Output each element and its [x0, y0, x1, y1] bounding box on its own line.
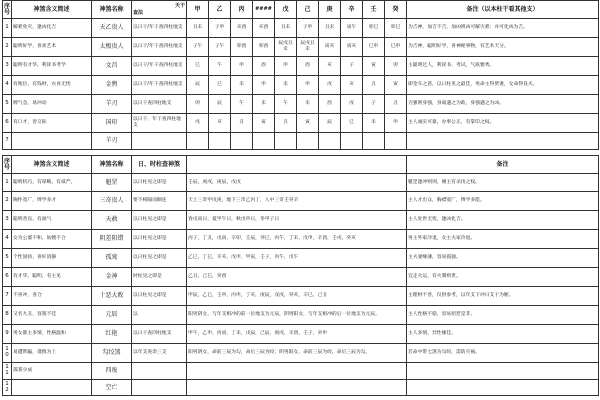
- row-seq: 2: [3, 38, 12, 57]
- row-condition: 丙子，丁丑，戊寅，辛卯，壬辰，癸巳，丙午，丁未，戊申，辛酉，壬戌，癸亥: [187, 230, 407, 249]
- row-seq: 7: [3, 287, 12, 306]
- row-rule: 以日柱见之即是: [132, 174, 187, 192]
- stem-cell: 未: [275, 76, 297, 95]
- stem-cell: 戌: [187, 114, 209, 133]
- stem-cell: 丑: [385, 95, 407, 114]
- stem-cell: 寅: [253, 114, 275, 133]
- row-name: 魁罡: [92, 174, 132, 192]
- row-name: 红艳: [92, 325, 132, 344]
- row-rule: 以年支查余三支: [132, 344, 187, 363]
- row-condition: 乙丑，己巳，癸酉: [187, 268, 407, 287]
- row-rule: 以日干/年干查四柱地支: [132, 38, 187, 57]
- row-name: 空亡: [92, 380, 132, 396]
- stem-cell: 巳申: [363, 38, 385, 57]
- stem-cell: 亥酉: [231, 19, 253, 38]
- stem-cell: 丑未: [319, 19, 341, 38]
- table-row: [3, 95, 599, 114]
- row-name: 四废: [92, 363, 132, 380]
- stem-cell: 寅亥: [341, 38, 363, 57]
- table-row: [3, 363, 599, 380]
- stem-cell: 未: [231, 76, 253, 95]
- stem-cell: 酉: [253, 57, 275, 76]
- row-rule: 以日干/年干查四柱地支: [132, 57, 187, 76]
- row-name: 元辰: [92, 306, 132, 325]
- stem-cell: 卯巳: [385, 19, 407, 38]
- table-row: [3, 306, 599, 325]
- stem-cell: 丑未: [275, 19, 297, 38]
- stem-cell: [187, 133, 209, 150]
- stem-shensha-table: [2, 0, 599, 150]
- header-remark: 备注: [407, 156, 599, 174]
- stem-cell: 巳: [187, 57, 209, 76]
- stem-cell: 申: [275, 57, 297, 76]
- stem-cell: 子: [341, 57, 363, 76]
- table-row: [3, 114, 599, 133]
- row-remark: 主人才出众，胸襟宽广，博学多能。: [407, 192, 599, 211]
- stem-cell: 寅: [363, 57, 385, 76]
- row-rule: 以日干/年干查四柱地支: [132, 19, 187, 38]
- row-remark: 主理财不善，仅供参考，以年支下冲日支干为断。: [407, 287, 599, 306]
- row-seq: 12: [3, 380, 12, 396]
- row-name: 羊刃: [92, 95, 132, 114]
- stem-cell: 寅午: [341, 19, 363, 38]
- row-condition: 阳男阴女，与年支相冲的前一位地支为元辰，阴男阳女，与年支相冲的后一位地支为元辰。: [187, 306, 407, 325]
- stem-cell: 申: [253, 76, 275, 95]
- row-desc: 聪明好学，喜欢艺术: [12, 38, 92, 57]
- row-name: 文昌: [92, 57, 132, 76]
- stem-cell: 子午: [187, 38, 209, 57]
- row-remark: [407, 380, 599, 396]
- stem-cell: 申: [385, 114, 407, 133]
- row-desc: 个性固执，喜好清静: [12, 249, 92, 268]
- header-rule-top: 天干: [174, 2, 185, 9]
- row-rule: 要不相隔而顺连: [132, 192, 187, 211]
- stem-cell: 未: [363, 114, 385, 133]
- row-desc: 有口才，善交际: [12, 114, 92, 133]
- stem-cell: [231, 133, 253, 150]
- header-stem: 戊: [275, 1, 297, 19]
- table-header-row: [3, 156, 599, 174]
- stem-cell: 巳: [209, 76, 231, 95]
- row-name: 金神: [92, 268, 132, 287]
- row-rule: [132, 133, 187, 150]
- row-remark: [407, 133, 599, 150]
- row-remark: 魁罡逢冲则刑，刚主有杀伐之权。: [407, 174, 599, 192]
- row-rule: 以日干查四柱地支: [132, 95, 187, 114]
- header-rule-bottom: 查法: [133, 9, 144, 16]
- day-hour-shensha-table: [2, 155, 599, 396]
- row-desc: 易遭欺骗，谨慎为上: [12, 344, 92, 363]
- table-row: [3, 57, 599, 76]
- stem-cell: 子申: [209, 19, 231, 38]
- table-row: [3, 344, 599, 363]
- stem-cell: 亥: [319, 57, 341, 76]
- row-rule: 以日干、年干查四柱地支: [132, 114, 187, 133]
- row-seq: 10: [3, 344, 12, 363]
- stem-cell: 戌: [319, 76, 341, 95]
- stem-cell: 辰: [319, 114, 341, 133]
- stem-cell: 丑: [275, 114, 297, 133]
- stem-cell: 寅: [297, 114, 319, 133]
- row-desc: [12, 380, 92, 396]
- stem-cell: 午: [209, 57, 231, 76]
- header-stem: 壬: [363, 1, 385, 19]
- row-name: 天赦: [92, 211, 132, 230]
- stem-cell: [363, 133, 385, 150]
- header-remark: 备注（以本柱干看其他支）: [407, 1, 599, 19]
- header-stem: ####: [253, 1, 275, 19]
- table-row: [3, 19, 599, 38]
- table-row: [3, 133, 599, 150]
- row-desc: 有才华，聪明，有主见: [12, 268, 92, 287]
- row-seq: 11: [3, 363, 12, 380]
- row-name: 国印: [92, 114, 132, 133]
- header-stem: 己: [297, 1, 319, 19]
- stem-cell: 辰: [209, 95, 231, 114]
- stem-cell: 亥: [341, 76, 363, 95]
- row-seq: 1: [3, 174, 12, 192]
- row-desc: 有地位，有钱财，衣食无忧: [12, 76, 92, 95]
- stem-cell: 未: [297, 95, 319, 114]
- row-seq: 9: [3, 325, 12, 344]
- table-row: [3, 174, 599, 192]
- row-remark: 为吉神，聪明好学，喜神秘事物，有艺术天分。: [407, 38, 599, 57]
- row-rule: [132, 380, 187, 396]
- table-row: [3, 325, 599, 344]
- table-header-row: [3, 1, 599, 19]
- row-rule: 以日干查四柱地支: [132, 325, 187, 344]
- table-row: [3, 38, 599, 57]
- stem-cell: 寅: [385, 76, 407, 95]
- row-condition: 天上三奇甲戊庚，地下三奇乙丙丁，人中三奇壬癸辛: [187, 192, 407, 211]
- stem-cell: 申: [231, 57, 253, 76]
- row-rule: 以日干/年干查四柱地支: [132, 76, 187, 95]
- header-stem: 乙: [209, 1, 231, 19]
- table-row: [3, 211, 599, 230]
- header-stem: 丙: [231, 1, 253, 19]
- header-stem: 庚: [319, 1, 341, 19]
- row-name: 天乙贵人: [92, 19, 132, 38]
- stem-cell: [209, 133, 231, 150]
- row-rule: 以日柱见之即是: [132, 249, 187, 268]
- stem-cell: [275, 133, 297, 150]
- row-remark: 主人诚实可靠，办事公正，有掌印之权。: [407, 114, 599, 133]
- row-seq: 3: [3, 57, 12, 76]
- row-seq: 1: [3, 19, 12, 38]
- stem-cell: 寅亥: [319, 38, 341, 57]
- row-desc: 孤寡少成: [12, 363, 92, 380]
- stem-cell: 子: [363, 95, 385, 114]
- row-name: 羊刃: [92, 133, 132, 150]
- row-name: 太极贵人: [92, 38, 132, 57]
- row-remark: 主人处世无忧，逢凶化吉。: [407, 211, 599, 230]
- row-desc: [12, 133, 92, 150]
- stem-cell: 子申: [297, 19, 319, 38]
- stem-cell: 卯: [187, 95, 209, 114]
- row-desc: 解难免灾，逢凶化吉: [12, 19, 92, 38]
- stem-cell: 戌: [341, 95, 363, 114]
- row-name: 阴差阳错: [92, 230, 132, 249]
- row-remark: [407, 363, 599, 380]
- row-seq: 8: [3, 306, 12, 325]
- header-seq: 序号: [3, 156, 12, 174]
- row-remark: 若命中带七煞为勾绞，需防灾祸。: [407, 344, 599, 363]
- row-desc: 聪明有才华，利读书考学: [12, 57, 92, 76]
- table-row: [3, 230, 599, 249]
- header-name: 神煞名称: [92, 156, 132, 174]
- header-stem: 辛: [341, 1, 363, 19]
- row-seq: 5: [3, 95, 12, 114]
- row-desc: 脾气急，易冲动: [12, 95, 92, 114]
- row-rule: [132, 363, 187, 380]
- row-condition: 甲辰，乙巳，壬申，丙申，丁亥，庚辰，戊戌，癸亥，辛巳，己丑: [187, 287, 407, 306]
- stem-cell: 辰戌丑未: [297, 38, 319, 57]
- stem-cell: 申: [297, 76, 319, 95]
- stem-cell: 丑: [363, 76, 385, 95]
- row-condition: 乙巳，丁巳，辛亥，戊申，甲寅，壬子，丙午，戊午: [187, 249, 407, 268]
- table-row: [3, 249, 599, 268]
- table-row: [3, 287, 599, 306]
- row-desc: 聪明机巧，有谋略，有威严。: [12, 174, 92, 192]
- row-condition: [187, 380, 407, 396]
- row-condition: 春戊寅日，夏甲午日，秋戊申日，冬甲子日: [187, 211, 407, 230]
- table-row: [3, 380, 599, 396]
- row-name: 勾绞煞: [92, 344, 132, 363]
- row-desc: 不喜冲，喜合: [12, 287, 92, 306]
- row-seq: 3: [3, 211, 12, 230]
- row-remark: 为吉神，加吉不吉，加凶则凶可解灾难；并可化凶为吉。: [407, 19, 599, 38]
- row-desc: 又名九丑，容貌不佳: [12, 306, 92, 325]
- row-remark: 即金车之意，以日柱见之最佳，男命主得贤妻，女命得良夫。: [407, 76, 599, 95]
- row-rule: 以日柱见之即是: [132, 287, 187, 306]
- stem-cell: 巳申: [385, 38, 407, 57]
- stem-cell: 子午: [209, 38, 231, 57]
- row-seq: 2: [3, 192, 12, 211]
- row-rule: 时柱见之即是: [132, 268, 187, 287]
- stem-cell: 丑未: [187, 19, 209, 38]
- stem-cell: 酉: [297, 57, 319, 76]
- row-condition: 壬辰，庚戌，庚辰，戊戌: [187, 174, 407, 192]
- row-remark: 男主外家冷退，女主夫家冷退。: [407, 230, 599, 249]
- stem-cell: 辰戌丑未: [275, 38, 297, 57]
- row-seq: 4: [3, 230, 12, 249]
- row-condition: [187, 363, 407, 380]
- row-name: 十恶大败: [92, 287, 132, 306]
- stem-cell: 辰: [187, 76, 209, 95]
- row-seq: 6: [3, 114, 12, 133]
- row-name: 三奇贵人: [92, 192, 132, 211]
- stem-cell: [341, 133, 363, 150]
- stem-cell: [297, 133, 319, 150]
- row-desc: 聪明善良，有福气: [12, 211, 92, 230]
- row-condition: 阳男阴女，命前三辰为勾，命后三辰为绞；阴男阳女，命前三辰为绞，命后三辰为勾。: [187, 344, 407, 363]
- stem-cell: 卯酉: [231, 38, 253, 57]
- stem-cell: 丑: [231, 114, 253, 133]
- table-row: [3, 268, 599, 287]
- stem-cell: 亥酉: [253, 19, 275, 38]
- header-stem: 癸: [385, 1, 407, 19]
- row-remark: 刃强则身强，身弱遇之为助，身强遇之为凶。: [407, 95, 599, 114]
- row-condition: 甲午，乙申，丙寅，丁未，戊辰，己辰，庚戌，辛酉，壬子，癸申: [187, 325, 407, 344]
- stem-cell: 卯: [385, 57, 407, 76]
- stem-cell: 午: [231, 95, 253, 114]
- header-desc: 神煞含义简述: [12, 156, 92, 174]
- stem-cell: 酉: [319, 95, 341, 114]
- stem-cell: 卯酉: [253, 38, 275, 57]
- stem-cell: [385, 133, 407, 150]
- header-name: 神煞名称: [92, 1, 132, 19]
- header-rule: 日、时柱查神煞: [132, 156, 187, 174]
- header-desc: 神煞含义简述: [12, 1, 92, 19]
- table-row: [3, 192, 599, 211]
- row-seq: 4: [3, 76, 12, 95]
- row-name: 孤鸾: [92, 249, 132, 268]
- stem-cell: 卯巳: [363, 19, 385, 38]
- stem-cell: 巳: [341, 114, 363, 133]
- stem-cell: 午: [275, 95, 297, 114]
- row-seq: 5: [3, 249, 12, 268]
- stem-cell: [319, 133, 341, 150]
- header-seq: 序号: [3, 1, 12, 19]
- row-remark: 主人多情，异性缘佳。: [407, 325, 599, 344]
- header-cond: [187, 156, 407, 174]
- stem-cell: [253, 133, 275, 150]
- row-remark: 宜走火运，有火制则贵。: [407, 268, 599, 287]
- row-desc: 胸怀宽广，博学多才: [12, 192, 92, 211]
- header-rule: [132, 1, 187, 19]
- row-rule: 以日柱见之即是: [132, 211, 187, 230]
- row-rule: 以日柱见之即是: [132, 230, 187, 249]
- row-rule: 以: [132, 306, 187, 325]
- row-desc: 女为公婆不和，姑嫂不合: [12, 230, 92, 249]
- table-row: [3, 76, 599, 95]
- row-remark: 主聪明过人，利读书、考试，气质雅秀。: [407, 57, 599, 76]
- stem-cell: 亥: [209, 114, 231, 133]
- row-seq: 7: [3, 133, 12, 150]
- row-remark: 主人性格不稳，容易招惹是非。: [407, 306, 599, 325]
- header-stem: 甲: [187, 1, 209, 19]
- row-remark: 主夫妻缘薄，容易孤独。: [407, 249, 599, 268]
- stem-cell: 未: [253, 95, 275, 114]
- row-desc: 男女都主多情，性格温和: [12, 325, 92, 344]
- row-name: 金舆: [92, 76, 132, 95]
- row-seq: 6: [3, 268, 12, 287]
